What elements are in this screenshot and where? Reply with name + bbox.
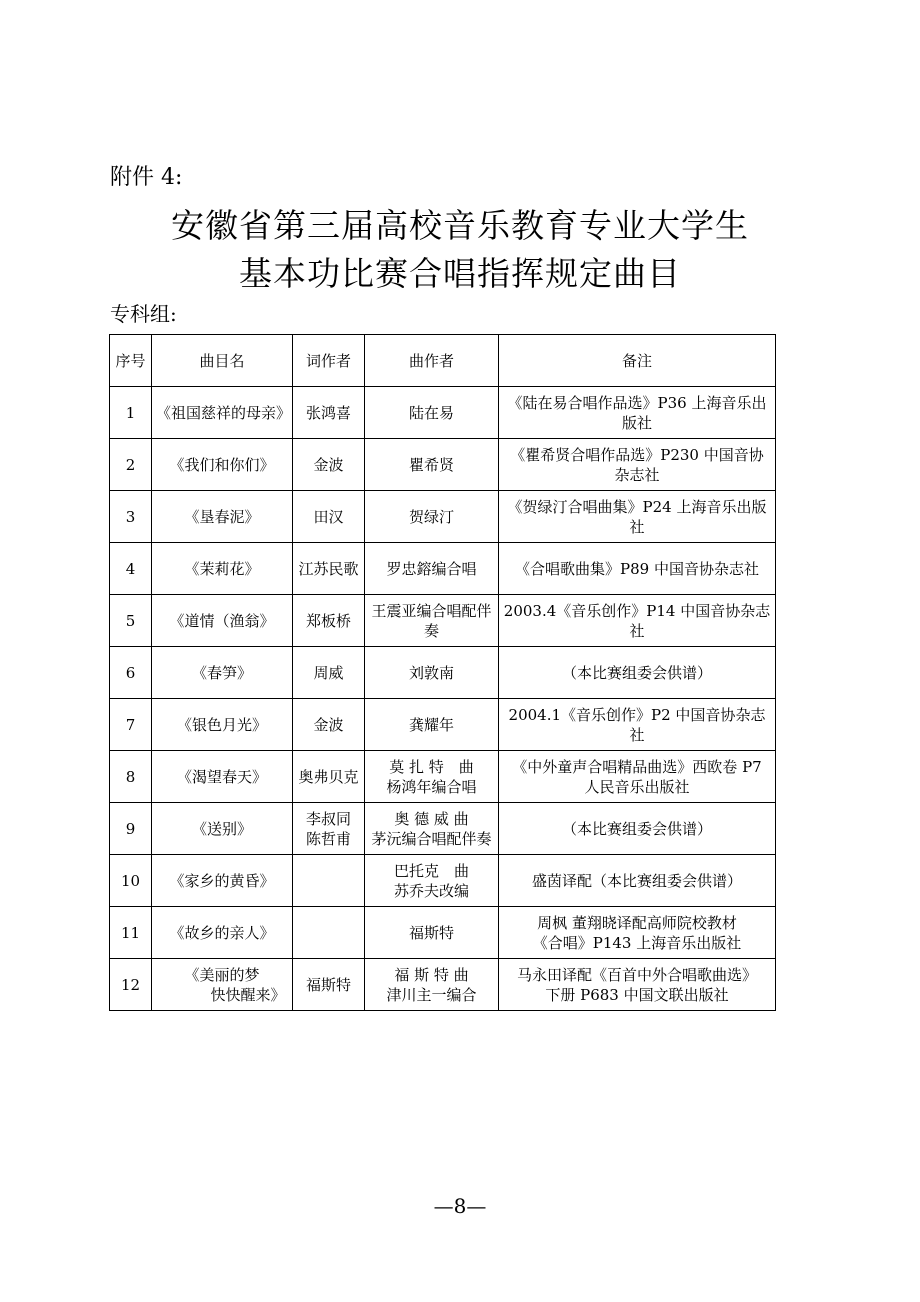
cell-title [152,803,293,855]
cell-composer-line: 瞿希贤 [408,455,454,474]
cell-lyricist [293,647,365,699]
cell-lyricist [293,803,365,855]
cell-title-line: 《茉莉花》 [184,559,260,578]
cell-note-line: 2004.1《音乐创作》P2 中国音协杂志社 [508,705,766,744]
cell-composer-line: 刘敦南 [408,663,454,682]
cell-title [152,751,293,803]
cell-composer-line: 莫 扎 特 曲 [389,757,474,776]
cell-no: 12 [110,959,152,1011]
cell-note-line: 下册 P683 中国文联出版社 [545,985,729,1004]
attachment-label: 附件 4: [110,165,183,190]
cell-title-line: 《垦春泥》 [184,507,260,526]
page-title-line-1: 安徽省第三届高校音乐教育专业大学生 [171,206,749,245]
header-note: 备注 [499,335,776,387]
cell-title [152,647,293,699]
page-number: —8— [433,1194,487,1218]
cell-composer-line: 茅沅编合唱配伴奏 [371,829,492,848]
page-title-line-2: 基本功比赛合唱指挥规定曲目 [239,254,681,293]
cell-note [499,647,776,699]
cell-note [499,595,776,647]
cell-no: 6 [110,647,152,699]
cell-composer [365,543,499,595]
cell-composer [365,595,499,647]
cell-title-line: 《故乡的亲人》 [169,923,275,942]
cell-note [499,491,776,543]
cell-note [499,803,776,855]
cell-title-line: 《美丽的梦 [184,965,260,984]
cell-composer [365,803,499,855]
cell-note [499,751,776,803]
table-row [110,595,776,647]
cell-note [499,699,776,751]
cell-composer-line: 杨鸿年编合唱 [386,777,477,796]
cell-note [499,907,776,959]
cell-title-line: 《祖国慈祥的母亲》 [156,403,292,422]
cell-composer [365,491,499,543]
cell-title [152,595,293,647]
cell-no: 2 [110,439,152,491]
table-row [110,907,776,959]
cell-lyricist-line: 李叔同 [305,809,351,828]
cell-composer [365,439,499,491]
cell-title-line: 《送别》 [191,819,252,838]
table-row [110,543,776,595]
cell-lyricist [293,543,365,595]
cell-lyricist [293,387,365,439]
cell-composer [365,387,499,439]
cell-title-line: 《道情（渔翁》 [169,611,275,630]
group-label: 专科组: [110,302,177,326]
cell-lyricist-line: 福斯特 [305,975,351,994]
cell-lyricist [293,855,365,907]
cell-note-line: 周枫 董翔晓译配高师院校教材 [537,913,737,932]
cell-composer [365,647,499,699]
cell-lyricist [293,751,365,803]
cell-composer-line: 罗忠鎔编合唱 [386,559,477,578]
table-row [110,387,776,439]
cell-title [152,959,293,1011]
cell-lyricist [293,699,365,751]
cell-title-line: 《银色月光》 [176,715,267,734]
table-row [110,751,776,803]
table-header-row [110,335,776,387]
cell-title [152,855,293,907]
cell-no: 8 [110,751,152,803]
table-row [110,803,776,855]
cell-lyricist-line: 张鸿喜 [305,403,351,422]
cell-lyricist [293,595,365,647]
cell-lyricist-line: 金波 [313,715,344,734]
cell-title-line: 快快醒来》 [210,985,286,1004]
cell-composer [365,959,499,1011]
cell-composer [365,699,499,751]
cell-note-line: 社 [629,621,645,640]
cell-lyricist [293,907,365,959]
cell-lyricist-line: 金波 [313,455,344,474]
cell-no: 11 [110,907,152,959]
cell-no: 4 [110,543,152,595]
cell-note-line: 《合唱歌曲集》P89 中国音协杂志社 [515,559,759,578]
cell-title-line: 《家乡的黄昏》 [169,871,275,890]
cell-note-line: （本比赛组委会供谱） [561,819,712,838]
cell-lyricist-line: 郑板桥 [305,611,351,630]
cell-title-line: 《我们和你们》 [169,455,275,474]
cell-title [152,907,293,959]
cell-note-line: 《贺绿汀合唱曲集》P24 上海音乐出版社 [507,497,767,536]
header-composer: 曲作者 [365,335,499,387]
cell-note-line: 人民音乐出版社 [584,777,690,796]
cell-composer-line: 津川主一编合 [386,985,477,1004]
cell-note [499,387,776,439]
cell-note-line: 《合唱》P143 上海音乐出版社 [532,933,742,952]
cell-composer-line: 福斯特 [408,923,454,942]
cell-title [152,491,293,543]
cell-note [499,543,776,595]
cell-composer-line: 苏乔夫改编 [393,881,469,900]
cell-no: 5 [110,595,152,647]
cell-note [499,855,776,907]
cell-note-line: 马永田译配《百首中外合唱歌曲选》 [516,965,757,984]
header-title: 曲目名 [152,335,293,387]
song-table [109,334,776,1011]
cell-no: 7 [110,699,152,751]
cell-title-line: 《春笋》 [191,663,252,682]
cell-composer-line: 福 斯 特 曲 [394,965,469,984]
table-row [110,491,776,543]
cell-lyricist-line: 奥弗贝克 [298,767,359,786]
cell-note-line: 盛茵译配（本比赛组委会供谱） [531,871,742,890]
table-row [110,647,776,699]
cell-title [152,387,293,439]
cell-note-line: 《瞿希贤合唱作品选》P230 中国音协杂志社 [510,445,764,484]
header-no: 序号 [110,335,152,387]
cell-lyricist-line: 陈哲甫 [305,829,351,848]
cell-note-line: （本比赛组委会供谱） [561,663,712,682]
table-row [110,855,776,907]
cell-title [152,699,293,751]
cell-composer-line: 王震亚编合唱配伴奏 [371,601,492,640]
cell-composer [365,855,499,907]
cell-note [499,959,776,1011]
cell-lyricist [293,491,365,543]
cell-composer-line: 龚耀年 [408,715,454,734]
cell-composer-line: 巴托克 曲 [393,861,469,880]
cell-title-line: 《渴望春天》 [176,767,267,786]
cell-lyricist [293,439,365,491]
cell-lyricist [293,959,365,1011]
cell-no: 10 [110,855,152,907]
cell-composer [365,751,499,803]
cell-note-line: 2003.4《音乐创作》P14 中国音协杂志 [503,601,771,620]
cell-no: 3 [110,491,152,543]
cell-title [152,543,293,595]
table-row [110,699,776,751]
cell-note-line: 《陆在易合唱作品选》P36 上海音乐出版社 [507,393,767,432]
cell-note-line: 《中外童声合唱精品曲选》西欧卷 P7 [512,757,762,776]
cell-lyricist-line: 田汉 [313,507,344,526]
table-row [110,959,776,1011]
cell-no: 9 [110,803,152,855]
header-lyricist: 词作者 [293,335,365,387]
cell-lyricist-line: 江苏民歌 [298,559,359,578]
cell-composer-line: 奥 德 威 曲 [394,809,469,828]
cell-note [499,439,776,491]
cell-title [152,439,293,491]
cell-composer-line: 陆在易 [408,403,454,422]
cell-no: 1 [110,387,152,439]
cell-composer [365,907,499,959]
table-row [110,439,776,491]
cell-composer-line: 贺绿汀 [408,507,454,526]
cell-lyricist-line: 周威 [313,663,344,682]
